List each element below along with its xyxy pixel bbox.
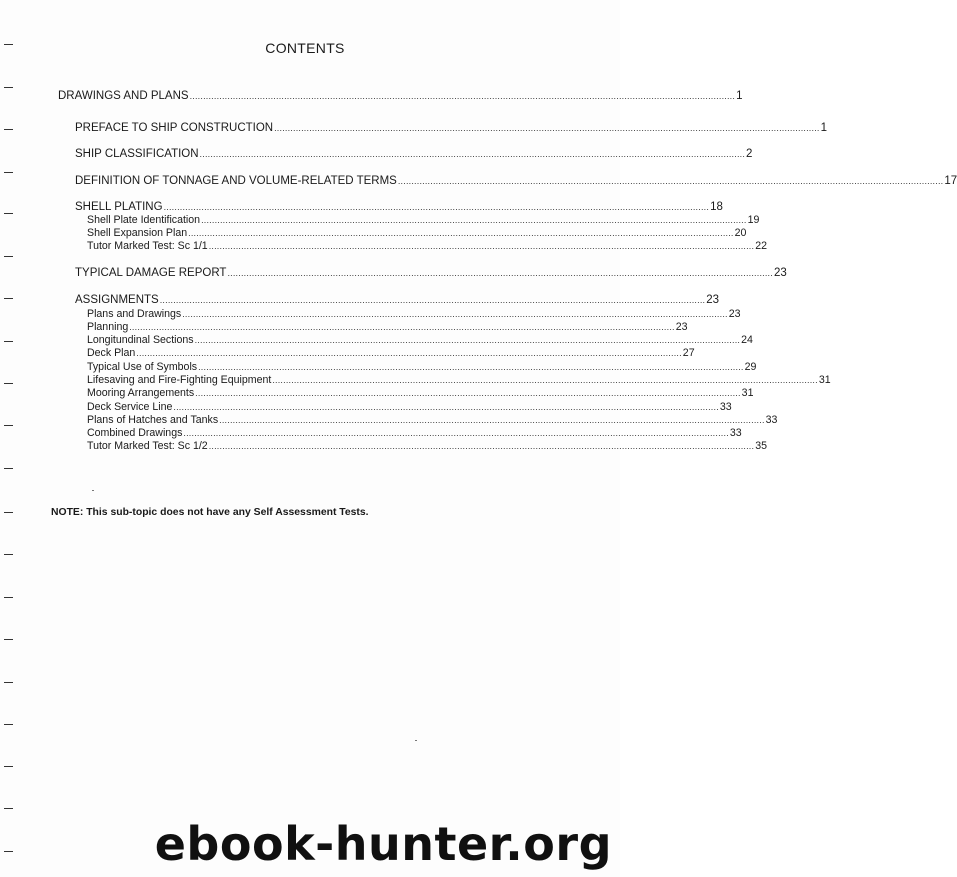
toc-entry-label: PREFACE TO SHIP CONSTRUCTION: [75, 122, 274, 134]
toc-entry: [87, 214, 760, 226]
toc-entry: [87, 308, 741, 320]
toc-entry: [87, 347, 695, 359]
toc-dot-leader: ..........................................................................................................................................................................................................: [159, 295, 706, 305]
toc-dot-leader: ..........................................................................................................................................................................................................: [163, 202, 710, 212]
toc-dot-leader: ..........................................................................................................................................................................................................: [274, 123, 820, 133]
toc-entry: [75, 201, 723, 213]
toc-entry: [87, 401, 732, 413]
toc-entry-label: Longitundinal Sections: [87, 334, 194, 346]
toc-entry: [87, 227, 747, 239]
toc-dot-leader: ..........................................................................................................................................................................................................: [136, 348, 682, 358]
toc-entry-label: Shell Expansion Plan: [87, 227, 188, 239]
toc-dot-leader: ..........................................................................................................................................................................................................: [227, 268, 773, 278]
toc-entry-label: Tutor Marked Test: Sc 1/1: [87, 240, 208, 252]
scan-speck: [92, 490, 94, 491]
toc-entry: [87, 321, 688, 333]
toc-entry-page: 20: [734, 227, 747, 239]
toc-dot-leader: ..........................................................................................................................................................................................................: [199, 149, 746, 159]
toc-dot-leader: ..........................................................................................................................................................................................................: [194, 335, 741, 345]
toc-entry-page: 23: [773, 267, 787, 279]
toc-entry-page: 31: [741, 387, 754, 399]
toc-entry: [87, 374, 831, 386]
toc-entry-label: Planning: [87, 321, 129, 333]
toc-entry-label: Mooring Arrangements: [87, 387, 195, 399]
toc-entry-page: 19: [747, 214, 760, 226]
toc-entry-page: 18: [710, 201, 723, 213]
toc-entry: [87, 414, 778, 426]
toc-entry-page: 23: [728, 308, 741, 320]
toc-entry-label: TYPICAL DAMAGE REPORT: [75, 267, 227, 279]
toc-entry: [75, 175, 957, 187]
toc-dot-leader: ..........................................................................................................................................................................................................: [397, 176, 944, 186]
toc-entry-label: DEFINITION OF TONNAGE AND VOLUME-RELATED TERMS: [75, 175, 397, 187]
note-text: NOTE: This sub-topic does not have any Self Assessment Tests.: [51, 507, 369, 518]
toc-dot-leader: ..........................................................................................................................................................................................................: [208, 241, 755, 251]
toc-dot-leader: ..........................................................................................................................................................................................................: [173, 402, 719, 412]
toc-entry-page: 1: [736, 90, 743, 102]
toc-dot-leader: ..........................................................................................................................................................................................................: [198, 362, 744, 372]
toc-dot-leader: ..........................................................................................................................................................................................................: [189, 91, 736, 101]
toc-entry-label: Combined Drawings: [87, 427, 183, 439]
toc-dot-leader: ..........................................................................................................................................................................................................: [195, 388, 741, 398]
toc-entry-page: 23: [706, 294, 720, 306]
toc-entry-page: 27: [682, 347, 695, 359]
toc-entry-page: 22: [755, 240, 767, 252]
toc-entry-label: Plans and Drawings: [87, 308, 182, 320]
toc-entry-page: 31: [818, 374, 831, 386]
toc-dot-leader: ..........................................................................................................................................................................................................: [188, 228, 734, 238]
scan-speck: [415, 740, 417, 741]
toc-entry-label: Lifesaving and Fire-Fighting Equipment: [87, 374, 272, 386]
toc-entry-page: 33: [729, 427, 742, 439]
toc-dot-leader: ..........................................................................................................................................................................................................: [182, 309, 728, 319]
toc-dot-leader: ..........................................................................................................................................................................................................: [219, 415, 765, 425]
toc-entry-page: 23: [675, 321, 688, 333]
toc-dot-leader: ..........................................................................................................................................................................................................: [183, 428, 729, 438]
toc-dot-leader: ..........................................................................................................................................................................................................: [129, 322, 675, 332]
toc-entry: [75, 294, 720, 306]
toc-dot-leader: ..........................................................................................................................................................................................................: [208, 441, 755, 451]
toc-entry: [87, 440, 767, 452]
binding-hole-marks: [4, 0, 18, 877]
toc-entry-label: Shell Plate Identification: [87, 214, 201, 226]
toc-entry: [87, 361, 757, 373]
toc-entry-label: Deck Plan: [87, 347, 136, 359]
toc-entry: [87, 387, 754, 399]
toc-entry-page: 1: [820, 122, 827, 134]
toc-entry-page: 17: [944, 175, 957, 187]
page-title: CONTENTS: [265, 40, 345, 56]
toc-entry-label: DRAWINGS AND PLANS: [58, 90, 189, 102]
toc-entry-page: 33: [765, 414, 778, 426]
toc-entry-page: 35: [755, 440, 767, 452]
toc-dot-leader: ..........................................................................................................................................................................................................: [272, 375, 818, 385]
toc-entry-page: 29: [744, 361, 757, 373]
toc-entry-page: 24: [741, 334, 753, 346]
toc-entry: [87, 334, 753, 346]
toc-entry: [87, 427, 742, 439]
watermark-text: ebook-hunter.org: [154, 817, 612, 871]
toc-entry-label: Typical Use of Symbols: [87, 361, 198, 373]
toc-entry: [75, 122, 827, 134]
toc-entry: [87, 240, 767, 252]
toc-dot-leader: ..........................................................................................................................................................................................................: [201, 215, 747, 225]
toc-entry-label: Deck Service Line: [87, 401, 173, 413]
toc-entry-label: Tutor Marked Test: Sc 1/2: [87, 440, 208, 452]
toc-entry-page: 2: [746, 148, 753, 160]
toc-entry-label: Plans of Hatches and Tanks: [87, 414, 219, 426]
toc-entry: [75, 148, 753, 160]
toc-entry-page: 33: [719, 401, 732, 413]
toc-entry-label: ASSIGNMENTS: [75, 294, 159, 306]
toc-entry: [75, 267, 787, 279]
toc-entry-label: SHIP CLASSIFICATION: [75, 148, 199, 160]
toc-entry-label: SHELL PLATING: [75, 201, 163, 213]
toc-entry: [58, 90, 743, 102]
